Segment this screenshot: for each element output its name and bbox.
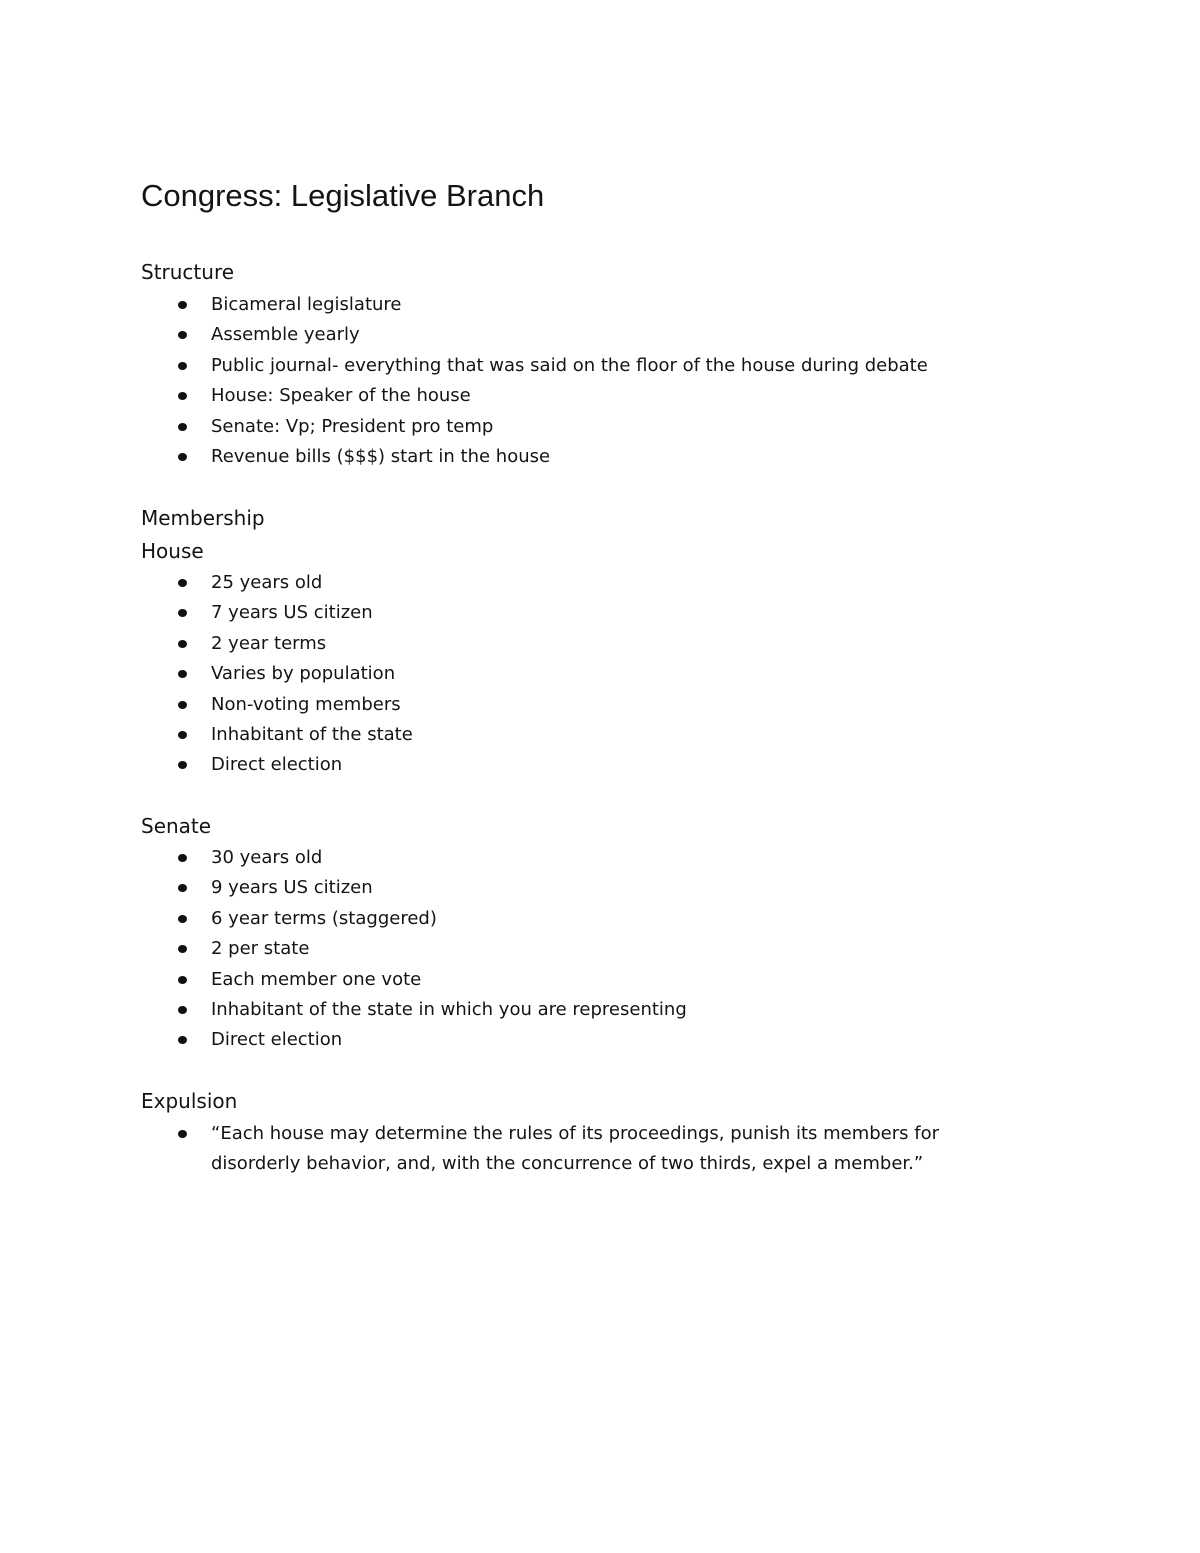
bullet-icon bbox=[178, 453, 187, 461]
list-item-text: 7 years US citizen bbox=[211, 602, 373, 624]
list-item-text: Inhabitant of the state in which you are representing bbox=[211, 998, 687, 1020]
list-item bbox=[141, 995, 687, 1025]
list-item-text: Direct election bbox=[211, 754, 343, 776]
list-item bbox=[141, 412, 928, 442]
list-item-text: 2 per state bbox=[211, 938, 310, 960]
list-item-text: Each member one vote bbox=[211, 968, 422, 990]
bullet-icon bbox=[178, 854, 187, 862]
section-heading-expulsion: Expulsion bbox=[141, 1089, 238, 1113]
list-item-text: House: Speaker of the house bbox=[211, 385, 471, 407]
bullet-icon bbox=[178, 915, 187, 923]
list-item-text: 25 years old bbox=[211, 572, 323, 593]
bullet-icon bbox=[178, 423, 187, 431]
bullet-icon bbox=[178, 1006, 187, 1014]
list-item bbox=[141, 690, 413, 720]
bullet-icon bbox=[178, 640, 187, 648]
list-item bbox=[141, 598, 413, 628]
bullet-icon bbox=[178, 301, 187, 309]
structure-list bbox=[141, 290, 928, 472]
bullet-icon bbox=[178, 1130, 187, 1138]
list-item bbox=[141, 1119, 1021, 1179]
list-item-text: Senate: Vp; President pro temp bbox=[211, 415, 494, 437]
section-heading-senate: Senate bbox=[141, 814, 212, 838]
bullet-icon bbox=[178, 579, 187, 587]
bullet-icon bbox=[178, 331, 187, 339]
list-item bbox=[141, 934, 687, 964]
list-item bbox=[141, 568, 413, 598]
list-item-text: Varies by population bbox=[211, 663, 396, 685]
bullet-icon bbox=[178, 609, 187, 617]
list-item-text: “Each house may determine the rules of its proceedings, punish its members for disorderly behavior, and, with the concurrence of two thirds, expel a member.” bbox=[211, 1123, 939, 1174]
list-item bbox=[141, 873, 687, 903]
list-item-text: Non-voting members bbox=[211, 693, 401, 715]
expulsion-list bbox=[141, 1119, 1021, 1179]
list-item bbox=[141, 843, 687, 873]
list-item-text: 9 years US citizen bbox=[211, 877, 373, 899]
list-item-text: 2 year terms bbox=[211, 632, 327, 654]
bullet-icon bbox=[178, 670, 187, 678]
list-item-text: Assemble yearly bbox=[211, 324, 360, 346]
list-item bbox=[141, 720, 413, 750]
list-item-text: 6 year terms (staggered) bbox=[211, 907, 437, 929]
section-heading-membership: Membership bbox=[141, 506, 265, 530]
list-item bbox=[141, 442, 928, 472]
list-item-text: Public journal- everything that was said on the floor of the house during debate bbox=[211, 354, 928, 376]
list-item bbox=[141, 1025, 687, 1055]
bullet-icon bbox=[178, 976, 187, 984]
list-item-text: Direct election bbox=[211, 1029, 343, 1051]
list-item bbox=[141, 965, 687, 995]
list-item bbox=[141, 320, 928, 350]
list-item-text: 30 years old bbox=[211, 847, 323, 868]
list-item bbox=[141, 351, 928, 381]
list-item-text: Inhabitant of the state bbox=[211, 723, 413, 745]
section-heading-house: House bbox=[141, 539, 204, 563]
list-item bbox=[141, 629, 413, 659]
list-item bbox=[141, 290, 928, 320]
bullet-icon bbox=[178, 731, 187, 739]
list-item bbox=[141, 750, 413, 780]
bullet-icon bbox=[178, 945, 187, 953]
senate-list bbox=[141, 843, 687, 1056]
bullet-icon bbox=[178, 761, 187, 769]
section-heading-structure: Structure bbox=[141, 260, 235, 284]
list-item bbox=[141, 381, 928, 411]
list-item bbox=[141, 904, 687, 934]
bullet-icon bbox=[178, 701, 187, 709]
page-title: Congress: Legislative Branch bbox=[141, 178, 545, 213]
list-item-text: Revenue bills ($$$) start in the house bbox=[211, 445, 551, 467]
bullet-icon bbox=[178, 362, 187, 370]
list-item-text: Bicameral legislature bbox=[211, 294, 402, 315]
list-item bbox=[141, 659, 413, 689]
bullet-icon bbox=[178, 1036, 187, 1044]
bullet-icon bbox=[178, 392, 187, 400]
house-list bbox=[141, 568, 413, 781]
bullet-icon bbox=[178, 884, 187, 892]
